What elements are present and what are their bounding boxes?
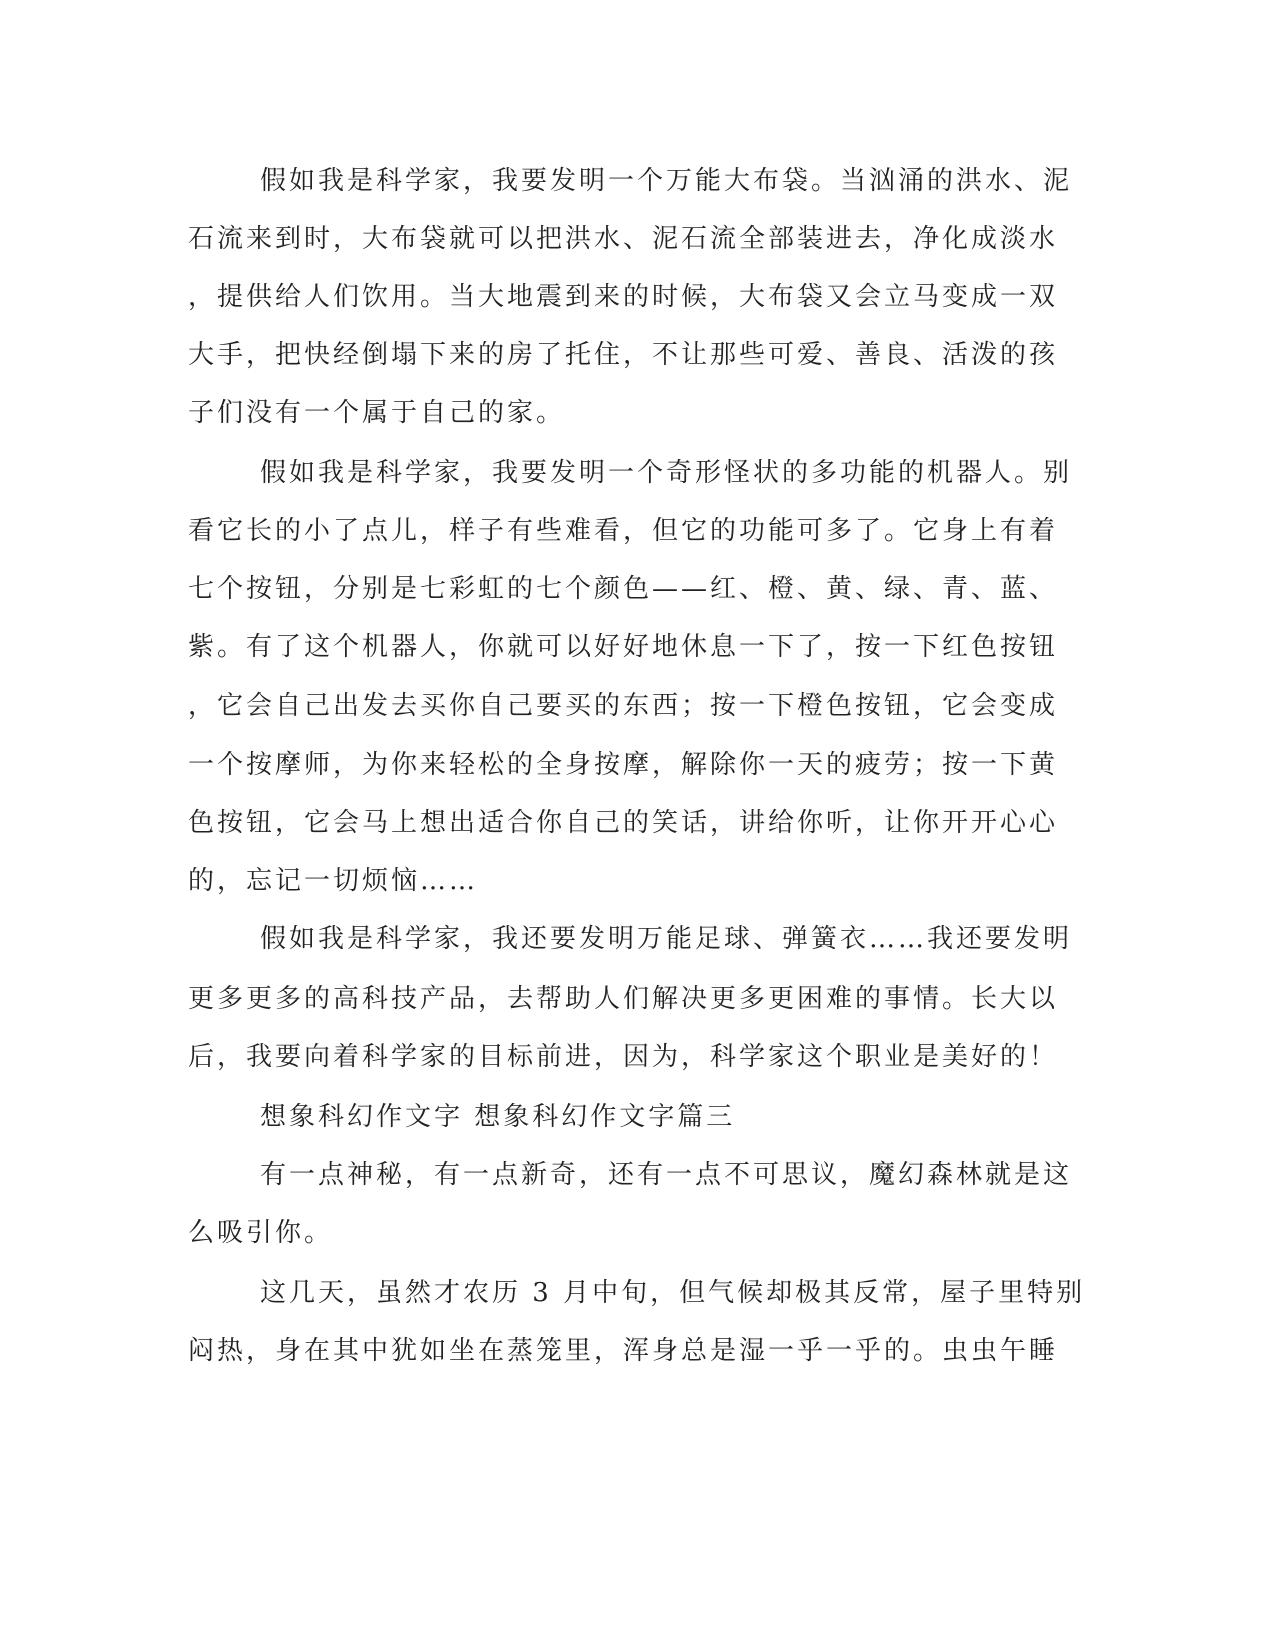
text-line: 这几天，虽然才农历 3 月中旬，但气候却极其反常，屋子里特别 (260, 1278, 1086, 1308)
text-line: 闷热，身在其中犹如坐在蒸笼里，浑身总是湿一乎一乎的。虫虫午睡 (188, 1336, 1059, 1366)
text-line: 假如我是科学家，我还要发明万能足球、弹簧衣……我还要发明 (260, 924, 1073, 954)
text-line: 么吸引你。 (188, 1218, 334, 1248)
text-line: 一个按摩师，为你来轻松的全身按摩，解除你一天的疲劳；按一下黄 (188, 750, 1059, 780)
text-line: 假如我是科学家，我要发明一个万能大布袋。当汹涌的洪水、泥 (260, 166, 1073, 196)
text-line: 七个按钮，分别是七彩虹的七个颜色——红、橙、黄、绿、青、蓝、 (188, 574, 1059, 604)
text-line: 后，我要向着科学家的目标前进，因为，科学家这个职业是美好的！ (188, 1042, 1059, 1072)
text-line: 假如我是科学家，我要发明一个奇形怪状的多功能的机器人。别 (260, 458, 1073, 488)
section-heading: 想象科幻作文字 想象科幻作文字篇三 (260, 1102, 736, 1132)
text-line: ，它会自己出发去买你自己要买的东西；按一下橙色按钮，它会变成 (188, 691, 1059, 721)
text-line: 色按钮，它会马上想出适合你自己的笑话，讲给你听，让你开开心心 (188, 808, 1059, 838)
text-line: 紫。有了这个机器人，你就可以好好地休息一下了，按一下红色按钮 (188, 632, 1059, 662)
text-line: ，提供给人们饮用。当大地震到来的时候，大布袋又会立马变成一双 (188, 282, 1059, 312)
text-line: 更多更多的高科技产品，去帮助人们解决更多更困难的事情。长大以 (188, 984, 1059, 1014)
text-line: 的，忘记一切烦恼…… (188, 866, 479, 896)
text-line: 子们没有一个属于自己的家。 (188, 398, 566, 428)
text-line: 大手，把快经倒塌下来的房了托住，不让那些可爱、善良、活泼的孩 (188, 340, 1059, 370)
text-line: 石流来到时，大布袋就可以把洪水、泥石流全部装进去，净化成淡水 (188, 224, 1059, 254)
text-line: 看它长的小了点儿，样子有些难看，但它的功能可多了。它身上有着 (188, 516, 1059, 546)
text-line: 有一点神秘，有一点新奇，还有一点不可思议，魔幻森林就是这 (260, 1160, 1073, 1190)
